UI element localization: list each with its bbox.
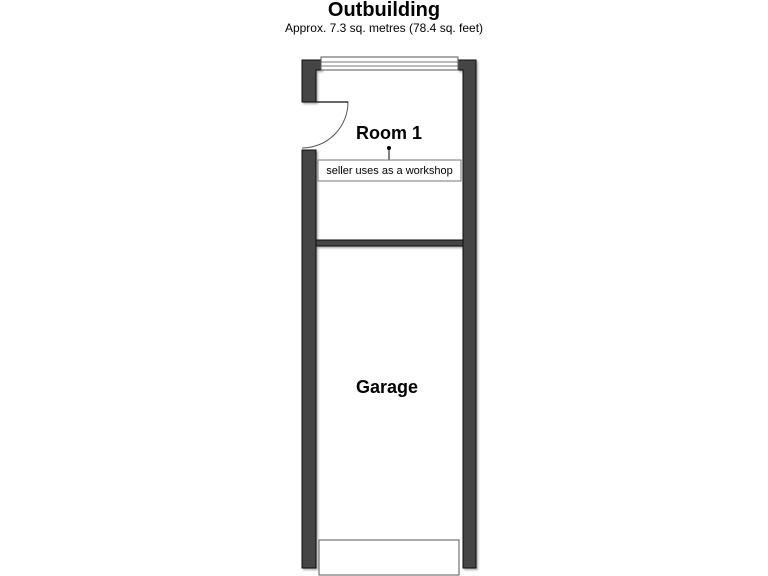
garage-label: Garage: [355, 377, 419, 397]
interior-wall: [316, 240, 463, 246]
floor-area: [316, 70, 463, 568]
top-window: [321, 57, 458, 70]
room1-label: Room 1: [355, 123, 423, 143]
left-wall-lower: [302, 150, 316, 568]
plan-title: Outbuilding: [327, 0, 441, 21]
room1-note: seller uses as a workshop: [326, 165, 453, 177]
garage-door: [319, 540, 459, 575]
plan-area: Approx. 7.3 sq. metres (78.4 sq. feet): [284, 21, 484, 35]
